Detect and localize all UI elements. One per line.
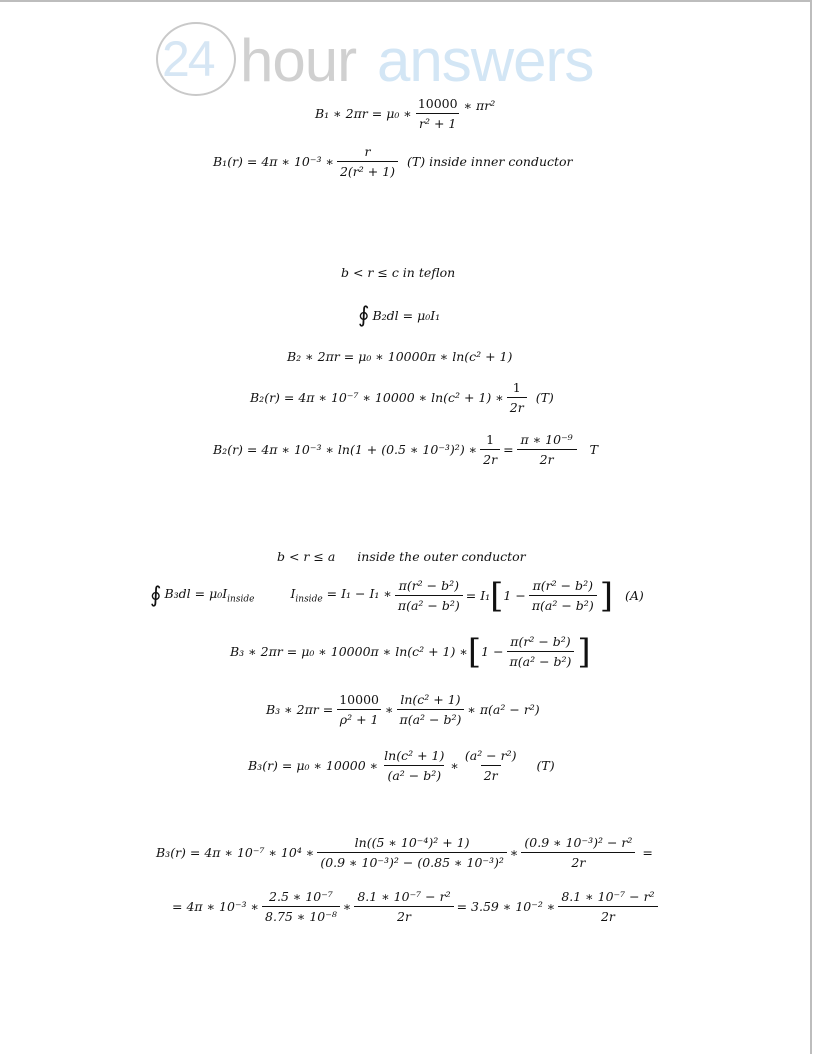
frac-den: r² + 1 <box>416 113 459 131</box>
eq-text: B₃dl = μ₀I <box>164 586 228 602</box>
eq-text: B₂(r) = 4π ∗ 10⁻³ ∗ ln(1 + (0.5 ∗ 10⁻³)²) ∗ <box>213 442 478 457</box>
frac-num: 10000 <box>339 692 379 707</box>
equation-b2-ampere <box>287 349 512 364</box>
eq-text: = 4π ∗ 10⁻³ ∗ <box>172 899 260 914</box>
fraction <box>507 380 527 415</box>
fraction <box>336 692 382 727</box>
eq-text: B₁(r) = 4π ∗ 10⁻³ ∗ <box>213 154 334 169</box>
eq-text: B₂dl = μ₀I₁ <box>372 308 441 323</box>
equation-b2-numeric <box>213 432 598 467</box>
eq-text: (A) <box>624 588 644 603</box>
frac-num: 10000 <box>417 96 458 111</box>
fraction <box>354 889 453 924</box>
frac-den: 2r <box>521 852 635 870</box>
frac-den: (0.9 ∗ 10⁻³)² − (0.85 ∗ 10⁻³)² <box>317 852 507 870</box>
fraction <box>521 835 635 870</box>
equation-b2-result <box>250 380 554 415</box>
right-bracket: ] <box>577 631 591 672</box>
eq-text: I <box>290 586 296 602</box>
integral-symbol: ∮ <box>358 303 370 328</box>
eq-text: = <box>642 845 653 860</box>
watermark-logo <box>156 22 626 98</box>
section-heading-outer-conductor <box>277 549 526 564</box>
eq-text: (T) inside inner conductor <box>407 154 573 169</box>
fraction <box>262 889 340 924</box>
frac-den: π(a² − b²) <box>397 709 465 727</box>
eq-text: inside the outer conductor <box>357 549 526 564</box>
eq-text: (T) <box>535 390 554 405</box>
frac-num: r <box>364 144 371 159</box>
fraction <box>480 432 500 467</box>
frac-den: 2r <box>480 449 500 467</box>
frac-num: 2.5 ∗ 10⁻⁷ <box>269 889 333 904</box>
frac-num: ln((5 ∗ 10⁻⁴)² + 1) <box>354 835 470 850</box>
frac-num: π(r² − b²) <box>398 578 459 593</box>
eq-text: = 3.59 ∗ 10⁻² ∗ <box>456 899 556 914</box>
frac-den: 2r <box>481 765 501 783</box>
frac-den: π(a² − b²) <box>529 595 597 613</box>
left-bracket: [ <box>490 575 504 616</box>
eq-text: ∗ <box>509 845 519 860</box>
fraction <box>395 578 463 613</box>
integral-symbol: ∮ <box>150 583 162 608</box>
frac-den: 8.75 ∗ 10⁻⁸ <box>262 906 340 924</box>
equation-b2-integral <box>358 303 440 328</box>
watermark-word-answers: answers <box>377 27 594 94</box>
section-heading-teflon <box>341 265 455 280</box>
eq-text: B₂ ∗ 2πr = μ₀ ∗ 10000π ∗ ln(c² + 1) <box>287 349 513 364</box>
frac-den: 2r <box>507 397 527 415</box>
frac-num: π(r² − b²) <box>510 634 571 649</box>
eq-text: B₃ ∗ 2πr = μ₀ ∗ 10000π ∗ ln(c² + 1) ∗ <box>230 644 468 659</box>
fraction <box>317 835 507 870</box>
eq-text: = <box>503 442 514 457</box>
eq-text: 1 − <box>481 644 504 659</box>
eq-text: ∗ π(a² − r²) <box>467 702 540 717</box>
frac-num: 8.1 ∗ 10⁻⁷ − r² <box>357 889 451 904</box>
eq-text: b < r ≤ a <box>277 549 336 564</box>
left-bracket: [ <box>467 631 482 672</box>
fraction <box>381 748 447 783</box>
fraction <box>337 144 398 179</box>
frac-num: 1 <box>512 380 521 395</box>
equation-b1-result <box>213 144 573 179</box>
watermark-number: 24 <box>162 31 214 87</box>
fraction <box>558 889 657 924</box>
fraction <box>507 634 575 669</box>
frac-den: (a² − b²) <box>384 765 444 783</box>
equation-b3-rearranged <box>266 692 540 727</box>
frac-num: ln(c² + 1) <box>400 692 461 707</box>
eq-sub: inside <box>227 594 255 605</box>
equation-b3-final <box>172 889 661 924</box>
equation-b1-ampere <box>315 96 495 131</box>
watermark-word-hour: hour <box>240 27 357 94</box>
eq-text: B₃(r) = μ₀ ∗ 10000 ∗ <box>248 758 379 773</box>
eq-text: B₁ ∗ 2πr = μ₀ ∗ <box>315 106 412 121</box>
fraction <box>462 748 520 783</box>
page-top-border <box>0 0 812 2</box>
fraction <box>397 692 465 727</box>
frac-num: π(r² − b²) <box>532 578 593 593</box>
eq-text: ∗ πr² <box>463 98 496 113</box>
frac-num: ln(c² + 1) <box>384 748 445 763</box>
eq-text: T <box>589 442 598 457</box>
frac-num: 1 <box>486 432 495 447</box>
frac-den: 2r <box>558 906 657 924</box>
eq-text: ∗ <box>450 758 459 773</box>
equation-b3-numeric <box>156 835 653 870</box>
frac-den: 2r <box>517 449 577 467</box>
fraction <box>529 578 597 613</box>
eq-text: b < r ≤ c in teflon <box>341 265 456 280</box>
eq-text: B₃(r) = 4π ∗ 10⁻⁷ ∗ 10⁴ ∗ <box>156 845 315 860</box>
eq-text <box>164 586 254 605</box>
eq-text: 1 − <box>503 588 526 603</box>
eq-text: = I₁ <box>465 588 491 603</box>
frac-num: (0.9 ∗ 10⁻³)² − r² <box>524 835 633 850</box>
equation-b3-result <box>248 748 555 783</box>
frac-den: ρ² + 1 <box>337 709 382 727</box>
frac-den: 2r <box>354 906 453 924</box>
equation-b3-integral <box>150 575 644 616</box>
eq-text: = I₁ − I₁ ∗ <box>322 586 392 602</box>
frac-num: 8.1 ∗ 10⁻⁷ − r² <box>561 889 655 904</box>
fraction <box>415 96 461 131</box>
eq-text <box>290 586 391 605</box>
eq-text: ∗ <box>342 899 352 914</box>
eq-sub: inside <box>295 594 323 605</box>
fraction <box>517 432 577 467</box>
page-right-border <box>810 0 812 1054</box>
frac-num: (a² − r²) <box>464 748 517 763</box>
frac-den: π(a² − b²) <box>395 595 463 613</box>
frac-den: π(a² − b²) <box>507 651 575 669</box>
frac-num: π ∗ 10⁻⁹ <box>520 432 573 447</box>
eq-text: ∗ <box>385 702 394 717</box>
eq-text: B₂(r) = 4π ∗ 10⁻⁷ ∗ 10000 ∗ ln(c² + 1) ∗ <box>250 390 504 405</box>
equation-b3-ampere <box>230 631 591 672</box>
right-bracket: ] <box>599 575 613 616</box>
frac-den: 2(r² + 1) <box>337 161 398 179</box>
eq-text: (T) <box>536 758 555 773</box>
eq-text: B₃ ∗ 2πr = <box>266 702 334 717</box>
